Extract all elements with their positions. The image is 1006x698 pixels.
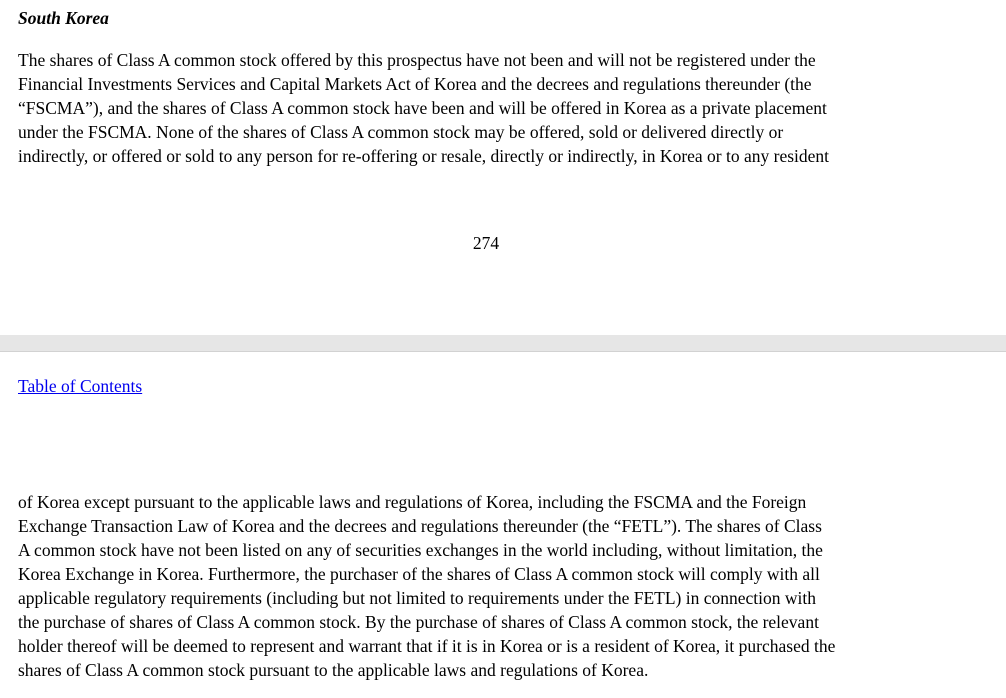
paragraph-line: “FSCMA”), and the shares of Class A common stock have been and will be offered in Korea as a private placement bbox=[18, 98, 827, 118]
paragraph-line: the purchase of shares of Class A common stock. By the purchase of shares of Class A common stock, the relevant bbox=[18, 612, 819, 632]
paragraph-line: of Korea except pursuant to the applicable laws and regulations of Korea, including the FSCMA and the Foreign bbox=[18, 492, 807, 512]
paragraph-line: applicable regulatory requirements (including but not limited to requirements under the FETL) in connection with bbox=[18, 588, 816, 608]
paragraph-top bbox=[18, 48, 829, 168]
table-of-contents-link[interactable]: Table of Contents bbox=[18, 376, 143, 396]
section-heading: South Korea bbox=[18, 8, 109, 28]
paragraph-line: Korea Exchange in Korea. Furthermore, the purchaser of the shares of Class A common stock will comply with all bbox=[18, 564, 820, 584]
paragraph-line: under the FSCMA. None of the shares of Class A common stock may be offered, sold or delivered directly or bbox=[18, 122, 784, 142]
paragraph-bottom bbox=[18, 490, 835, 682]
document-page-top bbox=[0, 0, 1006, 335]
paragraph-line: Exchange Transaction Law of Korea and the decrees and regulations thereunder (the “FETL”). The shares of Class bbox=[18, 516, 822, 536]
paragraph-line: shares of Class A common stock pursuant to the applicable laws and regulations of Korea. bbox=[18, 660, 649, 680]
paragraph-line: The shares of Class A common stock offered by this prospectus have not been and will not be registered under the bbox=[18, 50, 816, 70]
paragraph-line: holder thereof will be deemed to represent and warrant that if it is in Korea or is a resident of Korea, it purchased the bbox=[18, 636, 836, 656]
paragraph-line: A common stock have not been listed on any of securities exchanges in the world including, without limitation, the bbox=[18, 540, 823, 560]
paragraph-line: Financial Investments Services and Capital Markets Act of Korea and the decrees and regulations thereunder (the bbox=[18, 74, 812, 94]
paragraph-line: indirectly, or offered or sold to any person for re-offering or resale, directly or indirectly, in Korea or to any resident bbox=[18, 146, 830, 166]
page-break-divider bbox=[0, 335, 1006, 352]
page-number: 274 bbox=[472, 233, 500, 253]
